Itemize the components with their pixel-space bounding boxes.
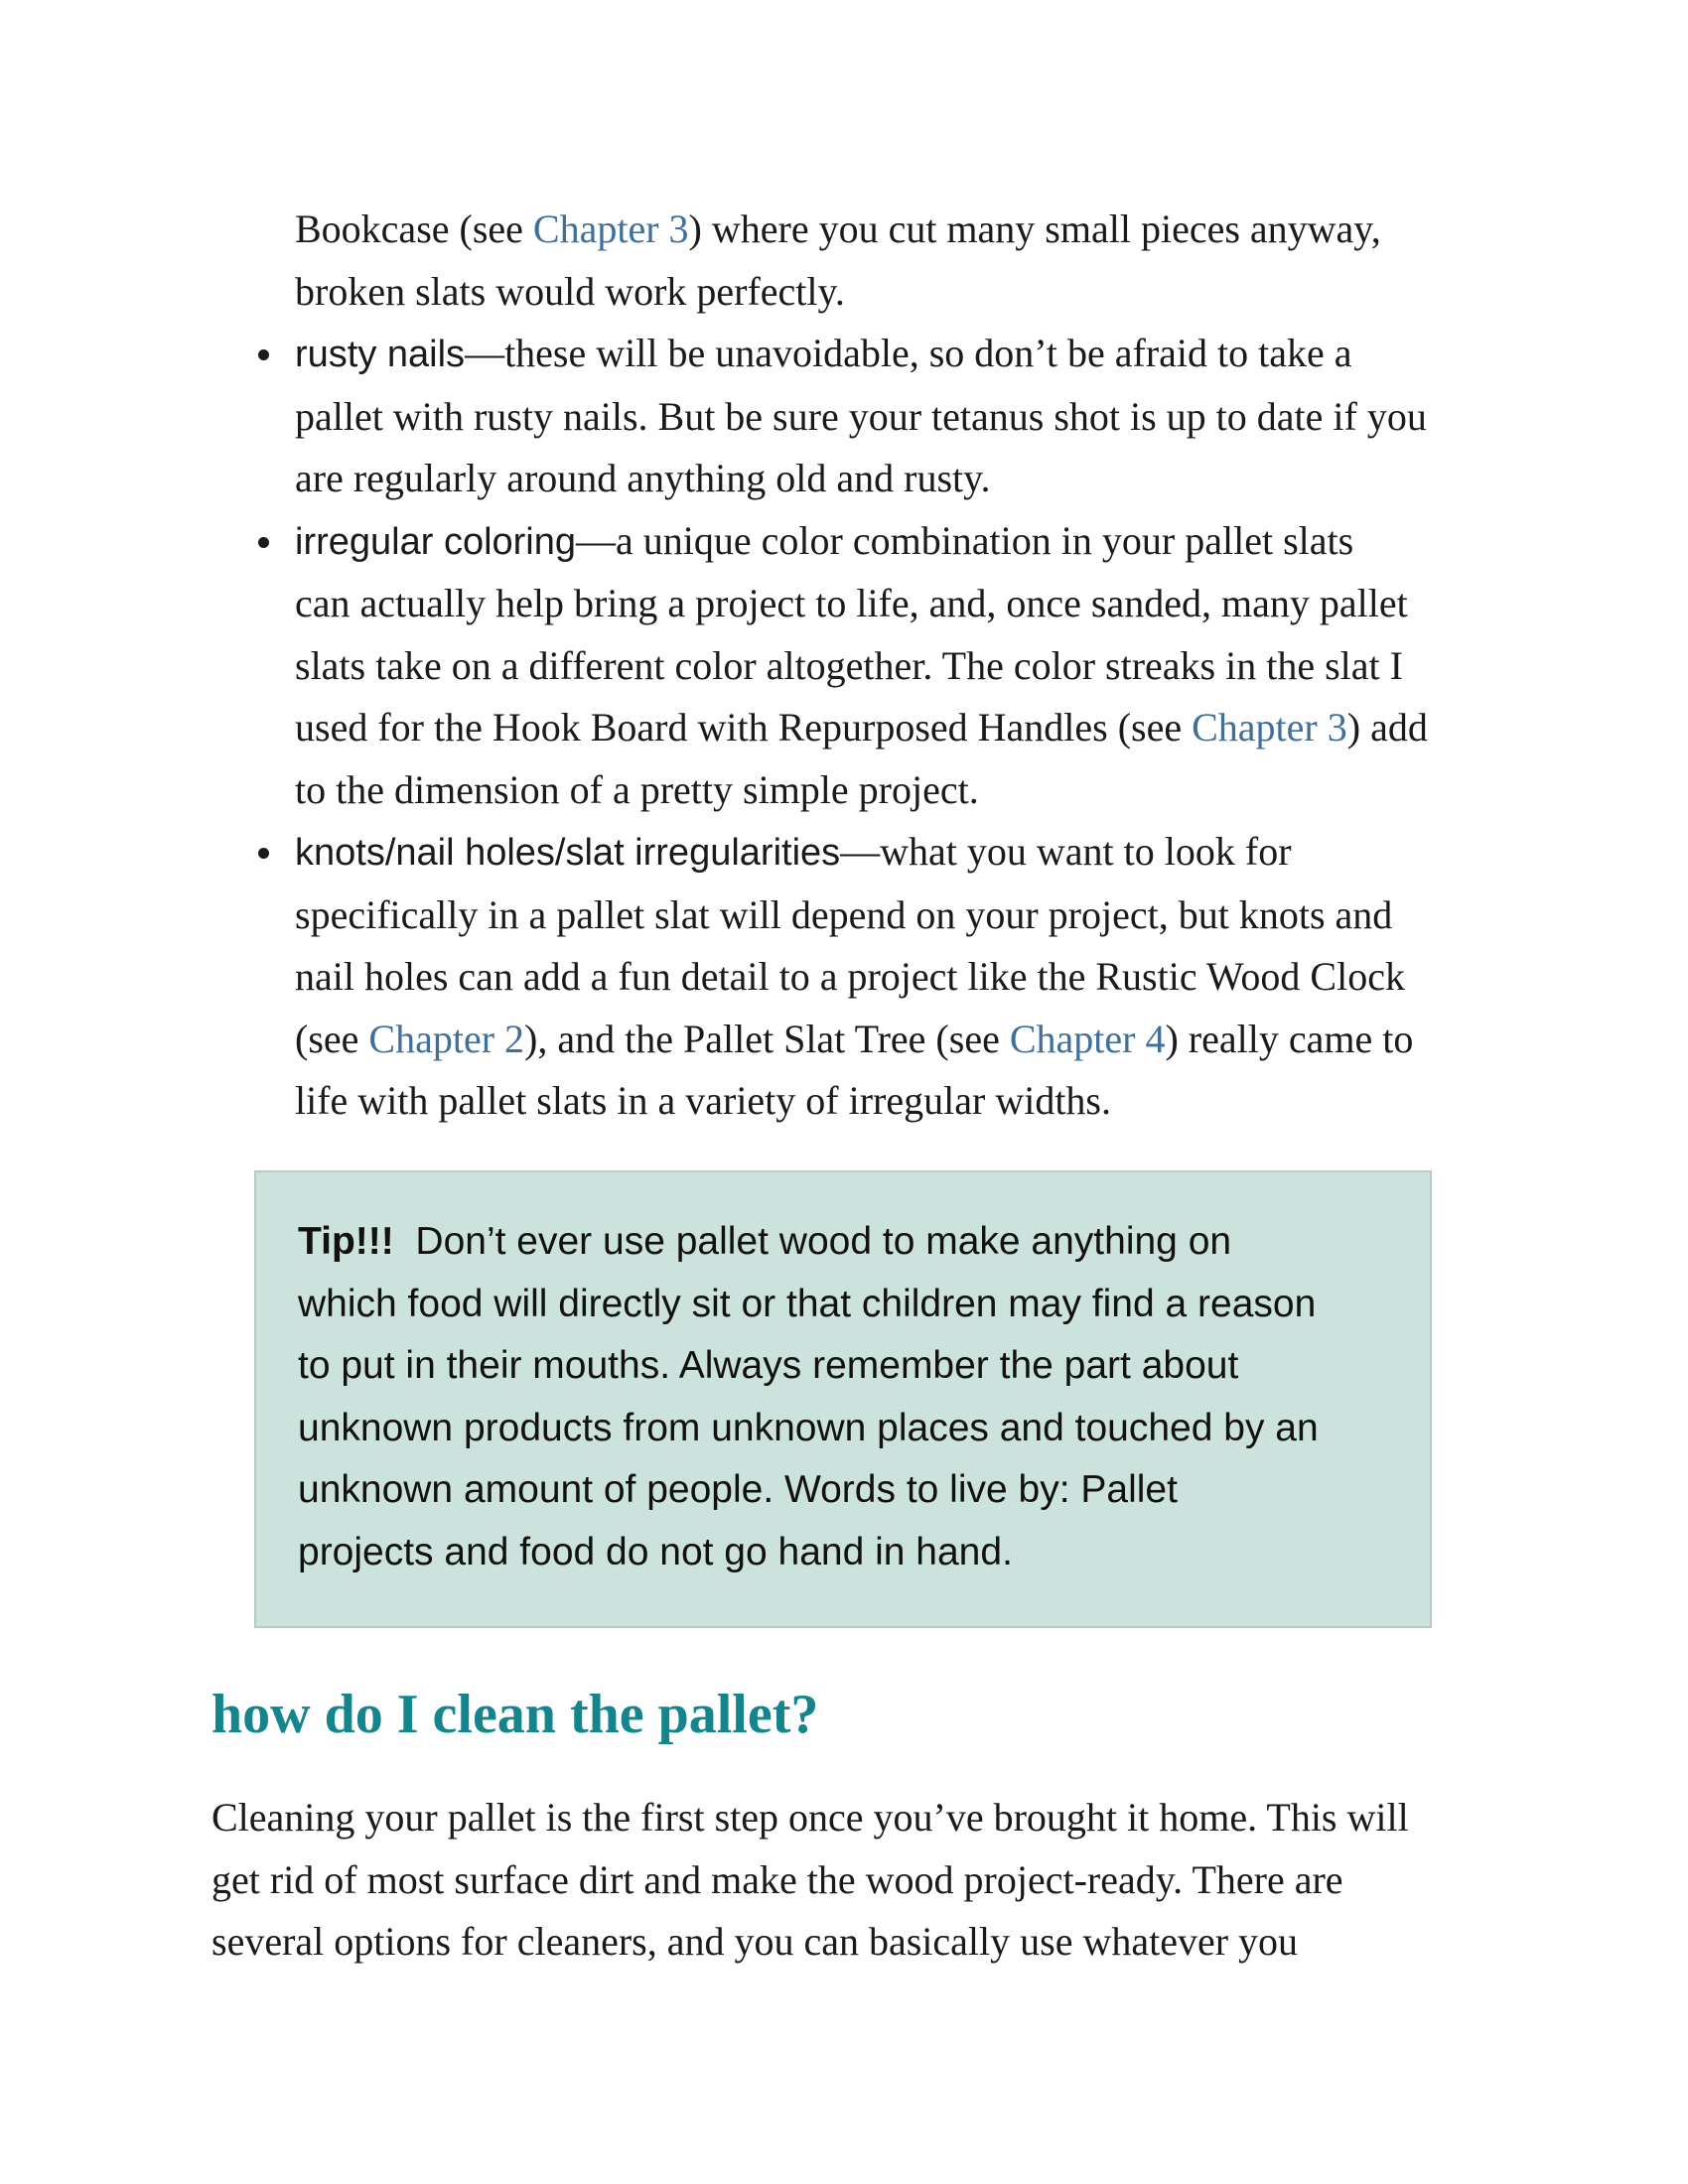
tip-line (298, 1335, 1400, 1398)
text-run: are regularly around anything old and rusty. (295, 456, 991, 500)
text-line (295, 1009, 1496, 1071)
text-line (295, 510, 1496, 574)
text-line (295, 386, 1496, 449)
text-run: (see (295, 1016, 369, 1061)
text-run: —what you want to look for (840, 829, 1292, 874)
text-line (295, 448, 1496, 510)
text-run: broken slats would work perfectly. (295, 268, 845, 314)
paragraph-line: Cleaning your pallet is the first step once you’ve brought it home. This will (211, 1795, 1409, 1840)
bullet-dot-icon (258, 349, 269, 360)
tip-line (298, 1398, 1400, 1460)
text-run: slats take on a different color altogether. The color streaks in the slat I (295, 642, 1403, 688)
text-line (295, 759, 1496, 822)
tip-line (298, 1522, 1400, 1584)
text-run: ) add (1346, 705, 1428, 750)
tip-line-text: unknown products from unknown places and touched by an (298, 1406, 1319, 1449)
text-run: —these will be unavoidable, so don’t be afraid to take a (465, 331, 1352, 375)
text-line (295, 697, 1496, 759)
text-run: life with pallet slats in a variety of irregular widths. (295, 1078, 1111, 1123)
tip-label: Tip!!! (298, 1220, 394, 1263)
text-run: ) where you cut many small pieces anyway, (688, 206, 1381, 251)
chapter-link[interactable]: Chapter 4 (1009, 1016, 1166, 1061)
text-run: —a unique color combination in your pallet slats (576, 517, 1354, 563)
text-line (295, 573, 1496, 635)
tip-line (298, 1459, 1400, 1522)
text-line (295, 199, 1496, 261)
text-line (295, 635, 1496, 698)
bullet-item (295, 510, 1496, 822)
tip-line (298, 1274, 1400, 1336)
bullet-item (295, 323, 1496, 510)
tip-line-text: projects and food do not go hand in hand. (298, 1530, 1013, 1573)
text-line (295, 885, 1496, 947)
text-run: pallet with rusty nails. But be sure your tetanus shot is up to date if you (295, 393, 1427, 439)
tip-line-text: which food will directly sit or that children may find a reason (298, 1282, 1317, 1325)
text-run: to the dimension of a pretty simple project. (295, 766, 979, 812)
text-run: Bookcase (see (295, 206, 533, 251)
bullet-term: irregular coloring (295, 520, 577, 563)
text-run: nail holes can add a fun detail to a project like the Rustic Wood Clock (295, 954, 1405, 999)
text-run: used for the Hook Board with Repurposed Handles (see (295, 705, 1193, 750)
bullet-term: knots/nail holes/slat irregularities (295, 832, 841, 874)
bullet-term: rusty nails (295, 334, 466, 375)
tip-text (298, 1211, 1400, 1583)
section-heading: how do I clean the pallet? (211, 1684, 819, 1745)
text-line (295, 821, 1496, 885)
text-run: ), and the Pallet Slat Tree (see (524, 1016, 1010, 1061)
paragraph-line: several options for cleaners, and you can basically use whatever you (211, 1919, 1299, 1964)
bullet-list (295, 323, 1496, 1133)
tip-line (298, 1211, 1400, 1274)
continued-list-text (295, 199, 1496, 323)
chapter-link[interactable]: Chapter 3 (1192, 705, 1347, 750)
section-paragraph (211, 1787, 1502, 1974)
text-line (295, 1070, 1496, 1133)
chapter-link[interactable]: Chapter 3 (532, 206, 689, 251)
tip-line-text: to put in their mouths. Always remember the part about (298, 1344, 1239, 1387)
text-line (295, 946, 1496, 1009)
chapter-link[interactable]: Chapter 2 (368, 1016, 525, 1061)
tip-box (254, 1170, 1432, 1628)
paragraph-line: get rid of most surface dirt and make the wood project-ready. There are (211, 1856, 1343, 1902)
text-line (295, 323, 1496, 386)
text-line (295, 261, 1496, 324)
text-run: ) really came to (1165, 1016, 1414, 1061)
text-run: can actually help bring a project to life, and, once sanded, many pallet (295, 581, 1408, 625)
bullet-dot-icon (258, 537, 269, 548)
bullet-dot-icon (258, 848, 269, 859)
text-run: specifically in a pallet slat will depend on your project, but knots and (295, 891, 1393, 937)
tip-line-text: unknown amount of people. Words to live by: Pallet (298, 1468, 1178, 1511)
tip-line-text: Don’t ever use pallet wood to make anything on (415, 1220, 1232, 1263)
bullet-item (295, 821, 1496, 1133)
